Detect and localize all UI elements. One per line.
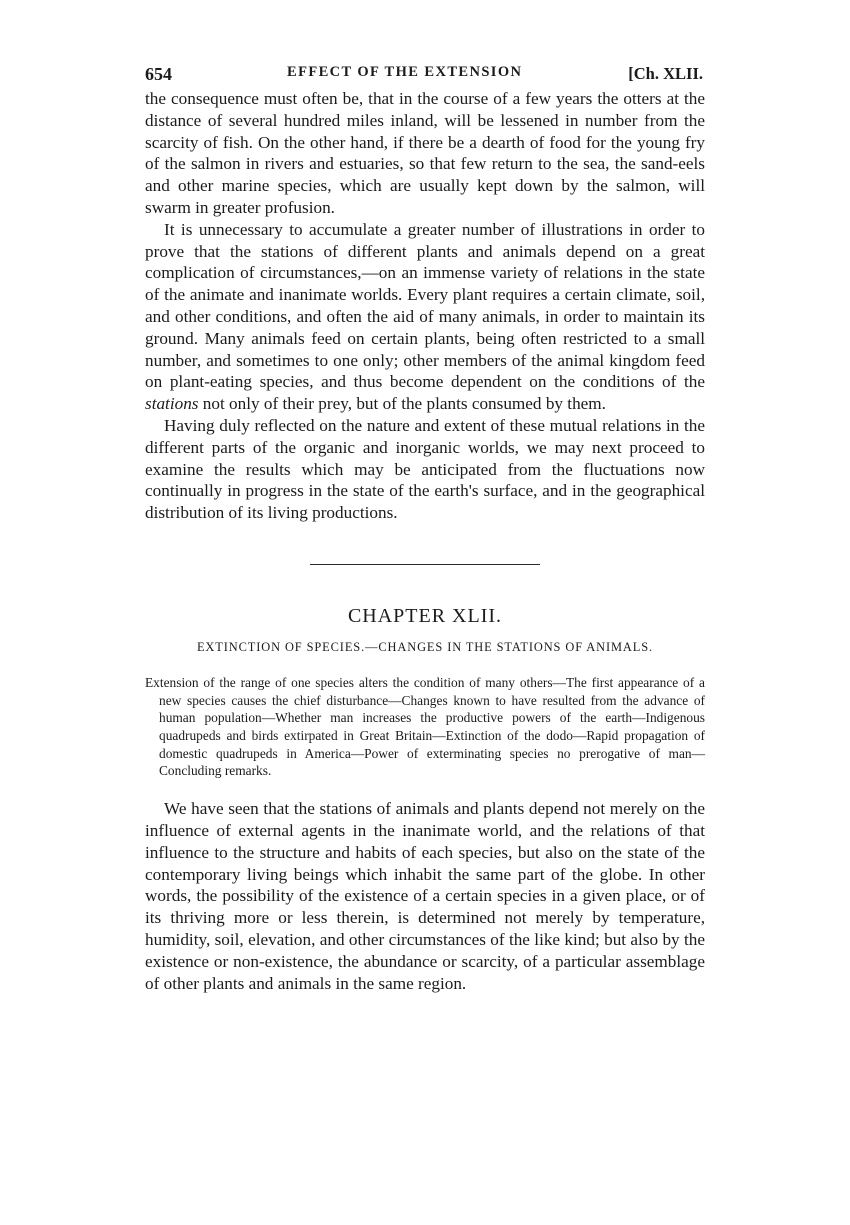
chapter-subtitle: EXTINCTION OF SPECIES.—CHANGES IN THE STATIONS OF ANIMALS. xyxy=(196,639,654,654)
italic-stations: stations xyxy=(145,394,199,414)
first-word: We xyxy=(164,799,187,819)
chapter-first-paragraph xyxy=(145,798,705,994)
chapter-body xyxy=(145,798,705,994)
chapter-reference: [Ch. XLII. xyxy=(628,64,703,83)
chapter-title: CHAPTER XLII. xyxy=(347,604,503,627)
paragraph-stations xyxy=(145,219,705,415)
paragraph-continued: the consequence must often be, that in the course of a few years the otters at the distance of several hundred miles inland, will be lessened in number from the scarcity of fish. On the other hand, if there be a dearth of food for the young fry of the salmon in rivers and estuaries, so that few return to the sea, the sand-eels and other marine species, which are usually kept down by the salmon, will swarm in greater profusion. xyxy=(145,89,705,217)
paragraph-relations: Having duly reflected on the nature and extent of these mutual relations in the different parts of the organic and inorganic worlds, we may next proceed to examine the results which may be anticipated from the fluctuations now continually in progress in the state of the earth's surface, and in the geographical distribution of its living productions. xyxy=(145,415,705,523)
page-number: 654 xyxy=(145,64,172,84)
paragraph-stations-text-2: not only of their prey, but of the plants consumed by them. xyxy=(198,394,606,414)
first-paragraph-text: have seen that the stations of animals and plants depend not merely on the influence of external agents in the inanimate world, and the relations of that influence to the structure and habits of each species, but also on the state of the contemporary living beings which inhabit the same part of the globe. In other words, the possibility of the existence of a certain species in a given place, or of its thriving more or less therein, is determined not merely by temperature, humidity, soil, elevation, and other circumstances of the like kind; but also by the existence or non-existence, the abundance or scarcity, of a particular assemblage of other plants and animals in the same region. xyxy=(145,799,705,993)
continued-text xyxy=(145,88,705,524)
section-divider xyxy=(310,564,540,565)
chapter-summary: Extension of the range of one species alters the condition of many others—The first appearance of a new species causes the chief disturbance—Changes known to have resulted from the advance of human population—Whether man increases the productive powers of the earth—Indigenous quadrupeds and birds extirpated in Great Britain—Extinction of the dodo—Rapid propagation of domestic quadrupeds in America—Power of exterminating species no prerogative of man—Concluding remarks. xyxy=(145,674,705,779)
paragraph-stations-text-1: It is unnecessary to accumulate a greater number of illustrations in order to prove that the stations of different plants and animals depend on a great complication of circumstances,—on an immense variety of relations in the state of the animate and inanimate worlds. Every plant requires a certain climate, soil, and other conditions, and often the aid of many animals, in order to maintain its ground. Many animals feed on certain plants, being often restricted to a small number, and sometimes to one only; other members of the animal kingdom feed on plant-eating species, and thus become dependent on the conditions of the xyxy=(145,219,705,392)
book-page xyxy=(145,58,705,994)
running-title: EFFECT OF THE EXTENSION xyxy=(287,64,523,80)
running-header xyxy=(145,58,705,88)
